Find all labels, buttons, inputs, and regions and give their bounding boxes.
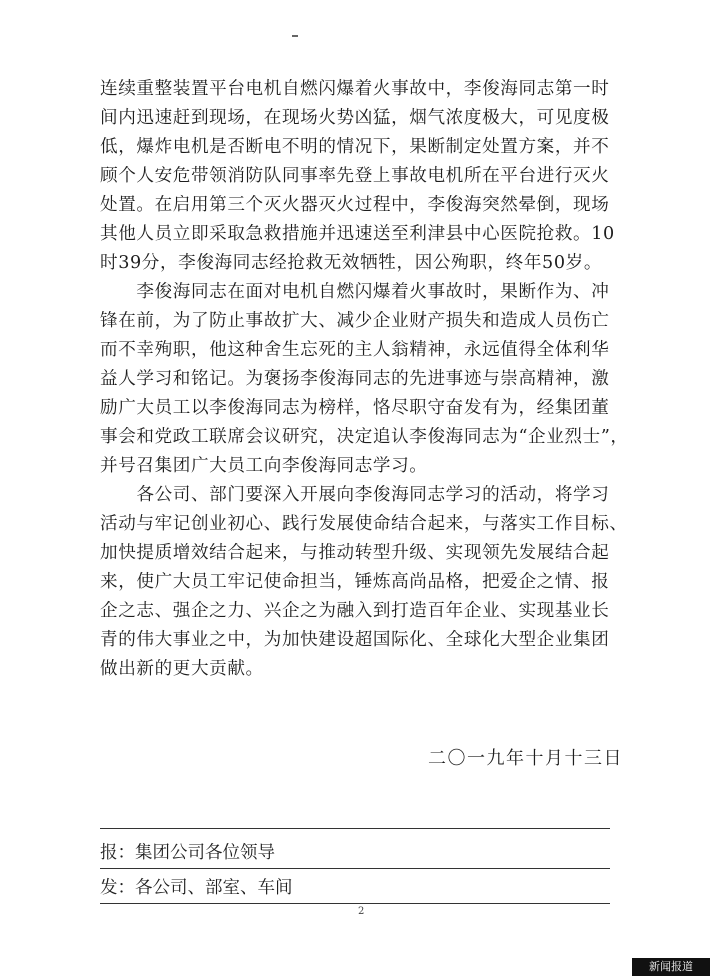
send-to-line: 发：各公司、部室、车间 bbox=[100, 878, 293, 898]
body-line: 时39分，李俊海同志经抢救无效牺牲，因公殉职，终年50岁。 bbox=[100, 253, 603, 273]
body-line: 益人学习和铭记。为褒扬李俊海同志的先进事迹与崇高精神，激 bbox=[100, 369, 610, 389]
body-line: 连续重整装置平台电机自燃闪爆着火事故中，李俊海同志第一时 bbox=[100, 79, 610, 99]
report-to-line: 报：集团公司各位领导 bbox=[100, 843, 275, 863]
body-line: 事会和党政工联席会议研究，决定追认李俊海同志为“企业烈士”， bbox=[100, 427, 629, 447]
divider-bottom bbox=[100, 903, 610, 904]
body-line: 处置。在启用第三个灭火器灭火过程中，李俊海突然晕倒，现场 bbox=[100, 195, 610, 215]
page-top-mark bbox=[292, 35, 298, 37]
divider-middle bbox=[100, 868, 610, 869]
body-line: 其他人员立即采取急救措施并迅速送至利津县中心医院抢救。10 bbox=[100, 224, 615, 244]
body-line: 活动与牢记创业初心、践行发展使命结合起来，与落实工作目标、 bbox=[100, 514, 628, 534]
body-line: 顾个人安危带领消防队同事率先登上事故电机所在平台进行灭火 bbox=[100, 166, 610, 186]
body-line: 做出新的更大贡献。 bbox=[100, 659, 264, 679]
body-line: 励广大员工以李俊海同志为榜样，恪尽职守奋发有为，经集团董 bbox=[100, 398, 610, 418]
body-line: 低，爆炸电机是否断电不明的情况下，果断制定处置方案，并不 bbox=[100, 137, 610, 157]
body-line: 间内迅速赶到现场，在现场火势凶猛，烟气浓度极大，可见度极 bbox=[100, 108, 610, 128]
body-line: 加快提质增效结合起来，与推动转型升级、实现领先发展结合起 bbox=[100, 543, 610, 563]
body-line: 李俊海同志在面对电机自燃闪爆着火事故时，果断作为、冲 bbox=[100, 282, 610, 302]
body-line: 并号召集团广大员工向李俊海同志学习。 bbox=[100, 456, 428, 476]
body-line: 青的伟大事业之中，为加快建设超国际化、全球化大型企业集团 bbox=[100, 630, 610, 650]
corner-label: 新闻报道 bbox=[632, 958, 710, 976]
body-line: 来，使广大员工牢记使命担当，锤炼高尚品格，把爱企之情、报 bbox=[100, 572, 610, 592]
body-line: 各公司、部门要深入开展向李俊海同志学习的活动，将学习 bbox=[100, 485, 610, 505]
divider-top bbox=[100, 828, 610, 829]
body-line: 锋在前，为了防止事故扩大、减少企业财产损失和造成人员伤亡 bbox=[100, 311, 610, 331]
document-date: 二〇一九年十月十三日 bbox=[428, 748, 623, 769]
page-number: 2 bbox=[358, 906, 365, 917]
body-line: 企之志、强企之力、兴企之为融入到打造百年企业、实现基业长 bbox=[100, 601, 610, 621]
body-line: 而不幸殉职，他这种舍生忘死的主人翁精神，永远值得全体利华 bbox=[100, 340, 610, 360]
